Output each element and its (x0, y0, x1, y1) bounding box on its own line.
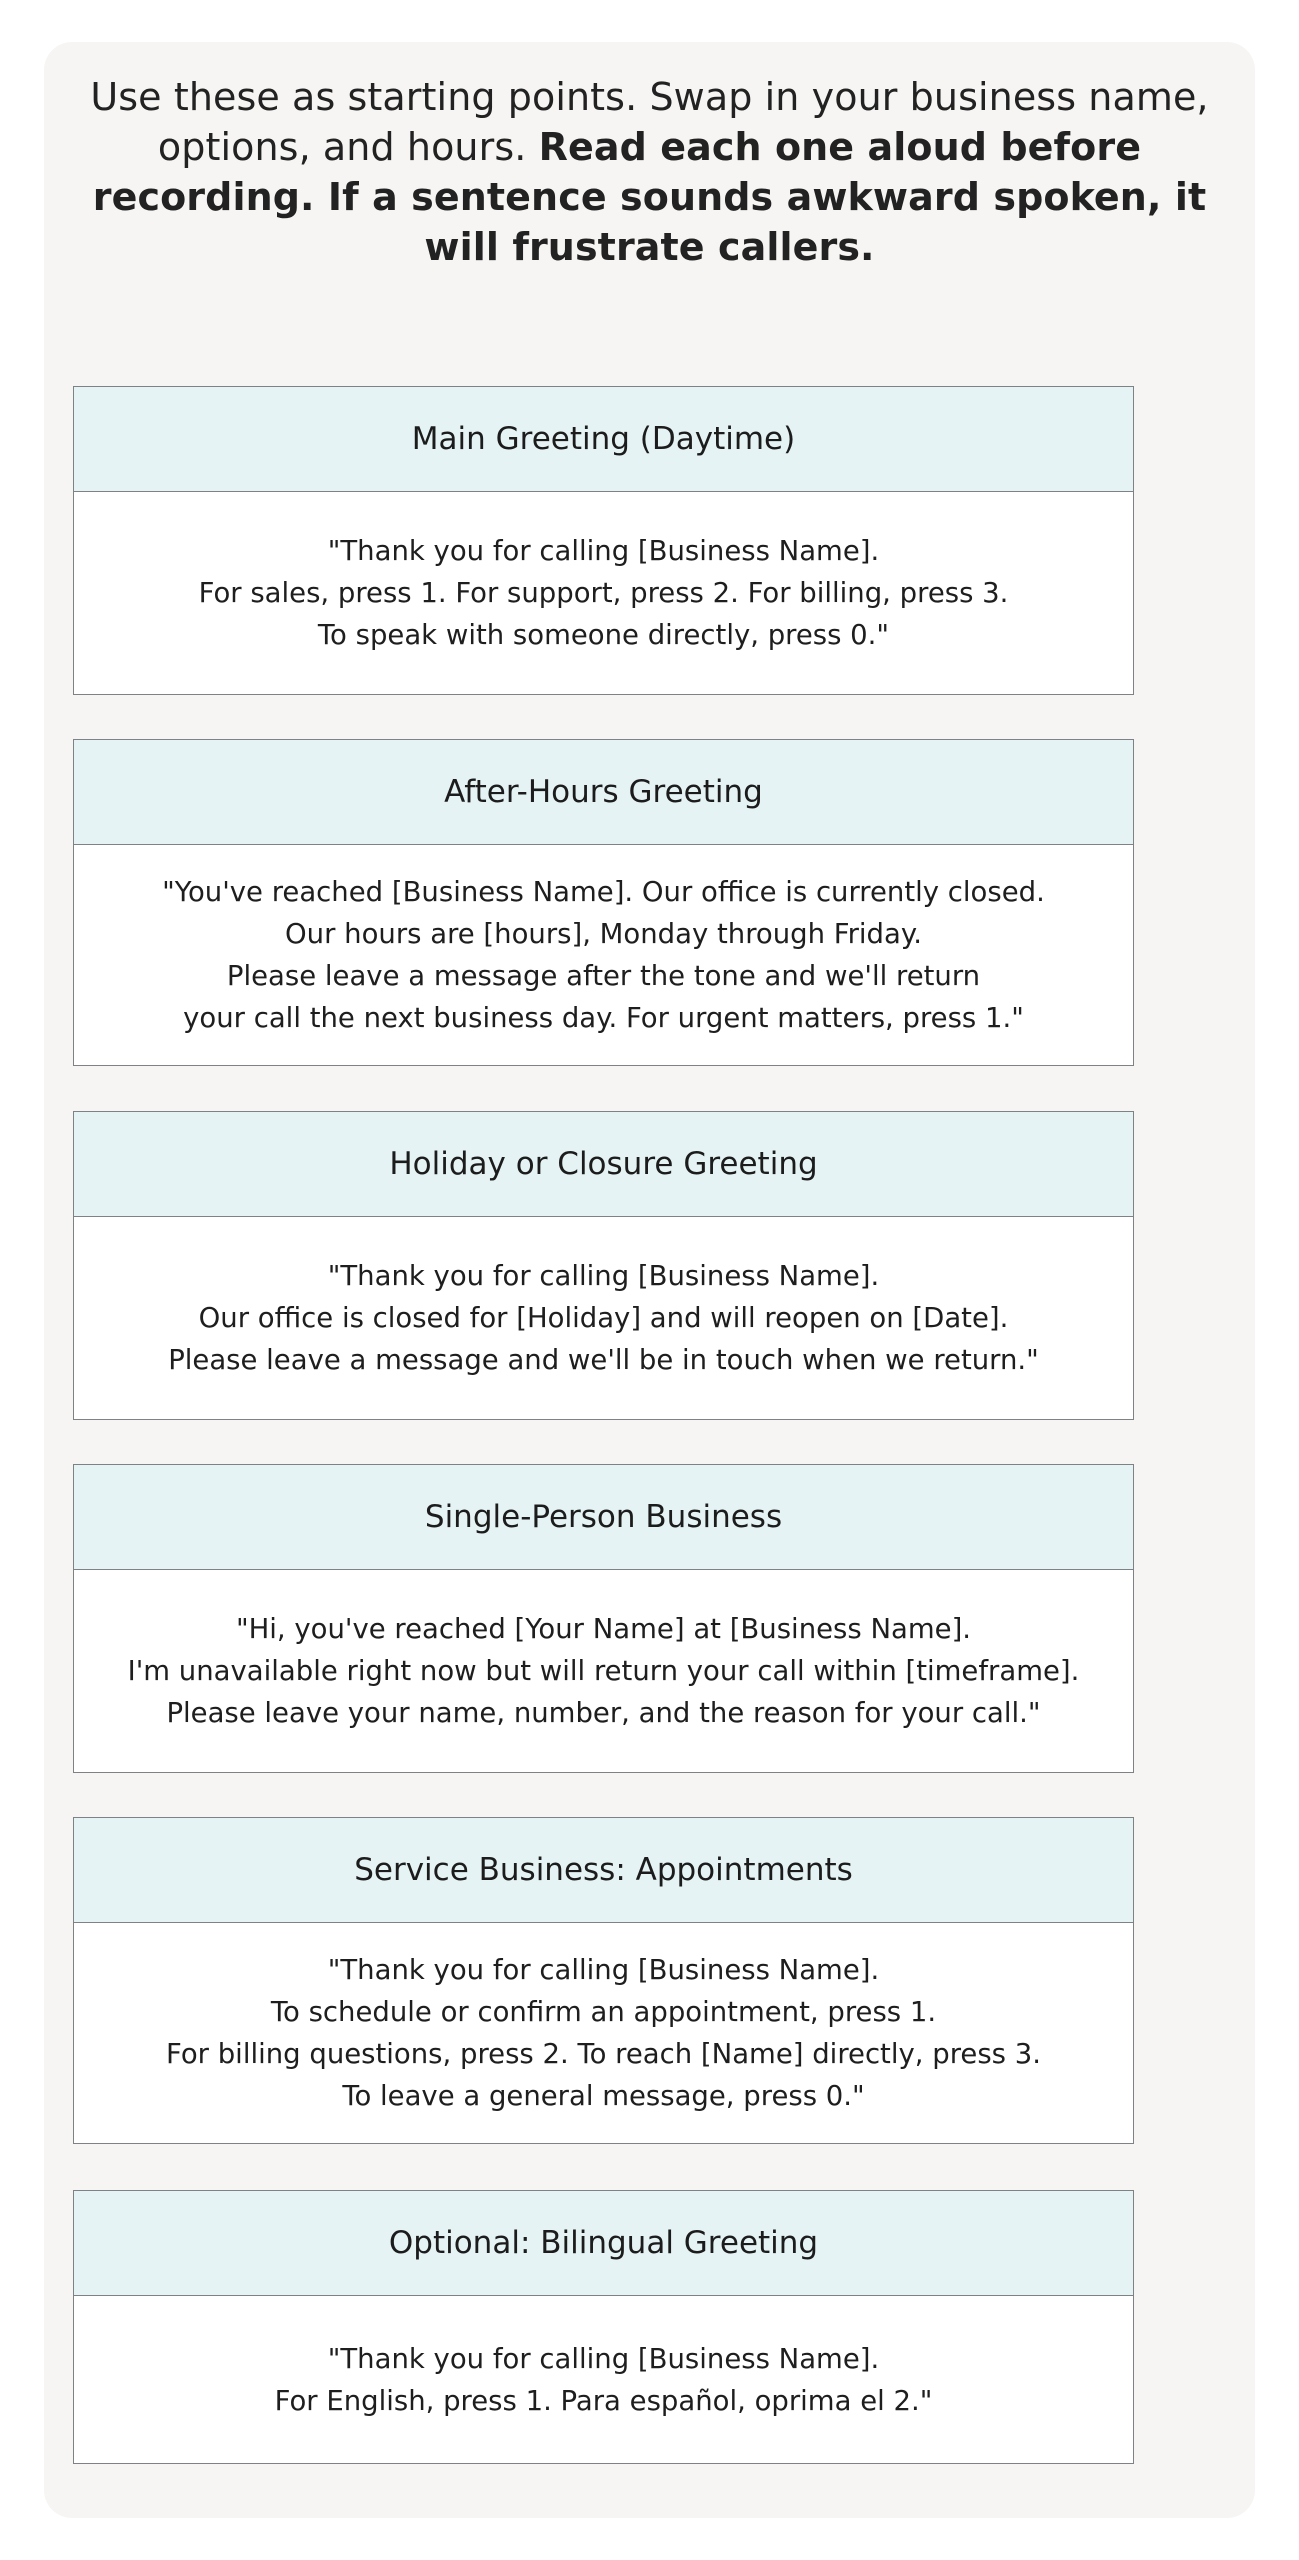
script-line: "Hi, you've reached [Your Name] at [Business Name]. (235, 1613, 972, 1645)
script-line: Our hours are [hours], Monday through Friday. (285, 918, 922, 950)
greeting-card-single-person (73, 1464, 1134, 1773)
script-line: For sales, press 1. For support, press 2. For billing, press 3. (198, 577, 1009, 609)
card-script (74, 2296, 1133, 2463)
card-title: After-Hours Greeting (74, 740, 1133, 845)
script-line: Please leave a message and we'll be in touch when we return." (168, 1344, 1039, 1376)
script-line: I'm unavailable right now but will return your call within [timeframe]. (127, 1655, 1080, 1687)
card-title: Service Business: Appointments (74, 1818, 1133, 1923)
script-line: "You've reached [Business Name]. Our office is currently closed. (162, 876, 1045, 908)
greeting-card-appointments (73, 1817, 1134, 2144)
greeting-card-bilingual (73, 2190, 1134, 2464)
script-line: your call the next business day. For urgent matters, press 1." (183, 1002, 1024, 1034)
script-line: "Thank you for calling [Business Name]. (327, 1260, 880, 1292)
card-script (74, 492, 1133, 694)
intro-regular: Use these as starting points. Swap in your business name, options, and hours. (90, 75, 1209, 169)
card-title: Single-Person Business (74, 1465, 1133, 1570)
script-line: Please leave a message after the tone and we'll return (226, 960, 981, 992)
script-line: Please leave your name, number, and the reason for your call." (166, 1697, 1041, 1729)
card-title: Holiday or Closure Greeting (74, 1112, 1133, 1217)
script-line: Our office is closed for [Holiday] and will reopen on [Date]. (198, 1302, 1009, 1334)
script-line: For English, press 1. Para español, oprima el 2." (274, 2384, 933, 2417)
card-script (74, 1923, 1133, 2143)
script-line: For billing questions, press 2. To reach [Name] directly, press 3. (166, 2038, 1041, 2070)
intro-bold: Read each one aloud before recording. If a sentence sounds awkward spoken, it will frustrate callers. (92, 125, 1207, 269)
script-line: "Thank you for calling [Business Name]. (327, 535, 880, 567)
card-script (74, 845, 1133, 1065)
script-line: To speak with someone directly, press 0." (317, 619, 890, 651)
greeting-card-after-hours (73, 739, 1134, 1066)
greeting-card-main (73, 386, 1134, 695)
greeting-card-holiday (73, 1111, 1134, 1420)
card-title: Main Greeting (Daytime) (74, 387, 1133, 492)
intro-text (60, 72, 1239, 272)
script-line: "Thank you for calling [Business Name]. (327, 2342, 880, 2375)
card-title: Optional: Bilingual Greeting (74, 2191, 1133, 2296)
card-script (74, 1217, 1133, 1419)
script-line: To schedule or confirm an appointment, press 1. (270, 1996, 937, 2028)
script-line: "Thank you for calling [Business Name]. (327, 1954, 880, 1986)
script-line: To leave a general message, press 0." (342, 2080, 865, 2112)
card-script (74, 1570, 1133, 1772)
